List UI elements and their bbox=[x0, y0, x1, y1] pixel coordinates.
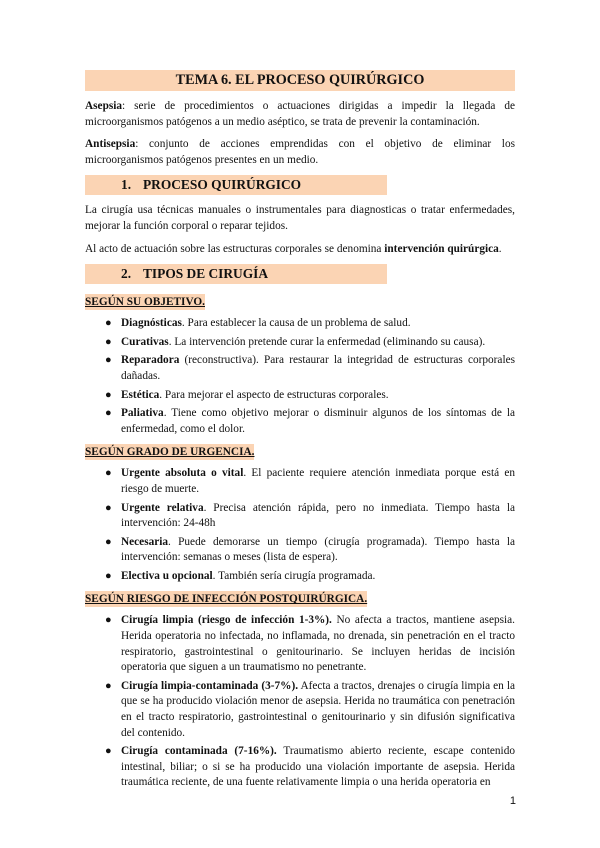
paragraph-end: . bbox=[498, 242, 502, 255]
page-title: TEMA 6. EL PROCESO QUIRÚRGICO bbox=[85, 70, 515, 91]
bullet-icon: ● bbox=[105, 745, 112, 758]
bullet-icon: ● bbox=[105, 569, 112, 582]
page-content bbox=[85, 70, 515, 796]
item-text: Traumatismo abierto reciente, escape contenido intestinal, biliar; o si se ha producido una violación importante de asepsia. Herida traumática reciente, de una fuente relativamente limpia o una herida operatoria en bbox=[121, 745, 515, 789]
item-term: Necesaria bbox=[121, 535, 169, 548]
page-number: 1 bbox=[509, 795, 516, 807]
list-urgencia bbox=[85, 466, 515, 584]
item-text: . Puede demorarse un tiempo (cirugía programada). Tiempo hasta la intervención: semanas o meses (lista de espera). bbox=[121, 535, 515, 564]
item-term: Cirugía limpia (riesgo de infección 1-3%). bbox=[121, 614, 332, 627]
section-heading-tipos bbox=[85, 264, 387, 284]
list-item bbox=[85, 316, 515, 332]
item-term: Urgente absoluta o vital bbox=[121, 467, 244, 480]
highlight-term: intervención quirúrgica bbox=[384, 242, 499, 255]
list-item bbox=[85, 569, 515, 585]
bullet-icon: ● bbox=[105, 335, 112, 348]
definition-asepsia bbox=[85, 99, 515, 130]
item-text: . El paciente requiere atención inmediata porque está en riesgo de muerte. bbox=[121, 467, 515, 495]
bullet-icon: ● bbox=[105, 501, 112, 514]
item-text: . Para establecer la causa de un problema de salud. bbox=[181, 317, 411, 330]
definition-term: Asepsia bbox=[85, 100, 123, 112]
item-text: Afecta a tractos, drenajes o cirugía limpia en la que se ha producido violación menor de asepsia. Herida no traumática con penetración en el tracto respiratorio, gastrointestinal o genitourinario y sin difusión significativa del contenido. bbox=[121, 679, 515, 739]
item-term: Reparadora bbox=[121, 354, 180, 367]
paragraph-cirugia: La cirugía usa técnicas manuales o instrumentales para diagnosticas o tratar enfermedades, mejorar la función corporal o reparar tejidos. bbox=[85, 204, 515, 232]
list-item bbox=[85, 353, 515, 384]
list-item bbox=[85, 744, 515, 791]
definition-text: : serie de procedimientos o actuaciones dirigidas a impedir la llegada de microorganismos patógenos a un medio aséptico, se trata de prevenir la contaminación. bbox=[85, 100, 515, 128]
section-title: PROCESO QUIRÚRGICO bbox=[143, 177, 302, 193]
list-item bbox=[85, 335, 515, 351]
definition-term: Antisepsia bbox=[85, 138, 136, 151]
item-term: Cirugía contaminada (7-16%). bbox=[121, 745, 277, 758]
item-term: Cirugía limpia-contaminada (3-7%). bbox=[121, 679, 299, 692]
bullet-icon: ● bbox=[105, 388, 112, 401]
section-title: TIPOS DE CIRUGÍA bbox=[143, 266, 269, 282]
item-text: (reconstructiva). Para restaurar la integridad de estructuras corporales dañadas. bbox=[121, 354, 515, 382]
list-item bbox=[85, 501, 515, 532]
item-term: Diagnósticas bbox=[121, 317, 182, 330]
list-item bbox=[85, 388, 515, 404]
bullet-icon: ● bbox=[105, 679, 112, 692]
list-item bbox=[85, 535, 515, 566]
list-item bbox=[85, 679, 515, 741]
definition-text: : conjunto de acciones emprendidas con el objetivo de eliminar los microorganismos patógenos presentes en un medio. bbox=[85, 138, 515, 166]
item-text: . La intervención pretende curar la enfermedad (eliminando su causa). bbox=[168, 335, 486, 348]
subheading-infeccion: SEGÚN RIESGO DE INFECCIÓN POSTQUIRÚRGICA. bbox=[85, 593, 368, 606]
bullet-icon: ● bbox=[105, 317, 112, 330]
bullet-icon: ● bbox=[105, 407, 112, 420]
definition-antisepsia bbox=[85, 137, 515, 168]
subheading-urgencia: SEGÚN GRADO DE URGENCIA. bbox=[85, 446, 255, 459]
list-item bbox=[85, 466, 515, 497]
item-text: . También sería cirugía programada. bbox=[212, 569, 376, 582]
item-term: Paliativa bbox=[121, 407, 164, 420]
section-number: 1. bbox=[121, 177, 132, 193]
list-item bbox=[85, 406, 515, 437]
subheading-objetivo: SEGÚN SU OBJETIVO. bbox=[85, 296, 205, 309]
item-term: Electiva u opcional bbox=[121, 569, 213, 582]
paragraph-intervencion bbox=[85, 242, 515, 258]
bullet-icon: ● bbox=[105, 354, 112, 367]
item-text: . Para mejorar el aspecto de estructuras corporales. bbox=[159, 388, 389, 401]
item-text: No afecta a tractos, mantiene asepsia. Herida operatoria no infectada, no inflamada, no drenada, sin penetración en el tracto respiratorio, gastrointestinal o genitourinario. Se incluyen heridas de incisión operatoria que siguen a un traumatismo no penetrante. bbox=[121, 614, 515, 674]
bullet-icon: ● bbox=[105, 535, 112, 548]
item-text: . Precisa atención rápida, pero no inmediata. Tiempo hasta la intervención: 24-48h bbox=[121, 501, 515, 530]
bullet-icon: ● bbox=[105, 467, 112, 480]
item-term: Curativas bbox=[121, 335, 169, 348]
list-item bbox=[85, 613, 515, 675]
list-objetivo bbox=[85, 316, 515, 437]
section-number: 2. bbox=[121, 266, 132, 282]
item-term: Urgente relativa bbox=[121, 501, 204, 514]
item-text: . Tiene como objetivo mejorar o disminuir algunos de los síntomas de la enfermedad, como el dolor. bbox=[121, 407, 515, 435]
paragraph-text: Al acto de actuación sobre las estructuras corporales se denomina bbox=[85, 242, 385, 255]
section-heading-proceso bbox=[85, 175, 387, 195]
item-term: Estética bbox=[121, 388, 160, 401]
bullet-icon: ● bbox=[105, 614, 112, 627]
list-infeccion bbox=[85, 613, 515, 791]
